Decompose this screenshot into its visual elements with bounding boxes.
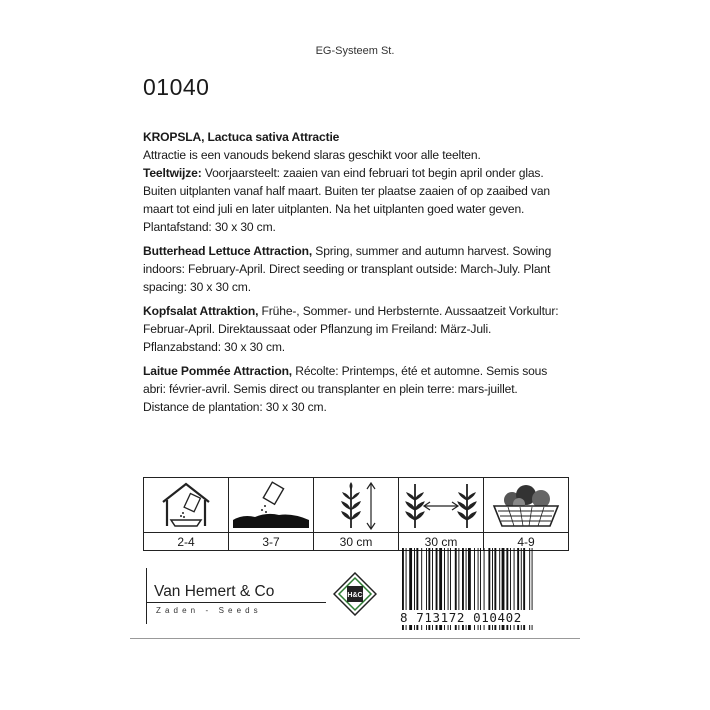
icon-value: 30 cm [339, 534, 373, 549]
barcode-icon [400, 548, 567, 640]
icon-cell [313, 478, 398, 550]
icon-value: 30 cm [424, 534, 458, 549]
greenhouse-sowing-icon [144, 478, 228, 533]
description-text [143, 128, 563, 422]
brand-divider [146, 568, 147, 624]
brand-logo-icon [333, 572, 377, 621]
section-nl-tips-text: Voorjaarsteelt: zaaien van eind februari tot begin april onder glas. Buiten uitplanten vanaf half maart. Buiten ter plaatse zaaien of op zaaibed van maart tot eind juli en later uitplanten. Na het uitplanten goed water geven. Plantafstand: 30 x 30 cm. [143, 166, 551, 234]
plant-spacing-icon [399, 478, 483, 533]
section-de-title: Kopfsalat Attraktion, [143, 304, 259, 318]
icon-value: 3-7 [262, 534, 280, 549]
brand-block [146, 568, 392, 628]
system-label: EG-Systeem St. [315, 45, 395, 57]
icon-cell [398, 478, 483, 550]
cultivation-icons [143, 477, 569, 551]
row-spacing-icon [314, 478, 398, 533]
section-nl-title: KROPSLA, Lactuca sativa Attractie [143, 130, 340, 144]
section-fr-text: Récolte: Printemps, été et automne. Semis sous abri: février-avril. Semis direct ou transplanter en plein terre: mars-juillet. Distance de plantation: 30 x 30 cm. [143, 364, 548, 414]
section-en [143, 242, 563, 296]
icon-cell [144, 478, 228, 550]
section-en-text: Spring, summer and autumn harvest. Sowing indoors: February-April. Direct seeding or transplant outside: March-July. Plant spacing: 30 x 30 cm. [143, 244, 552, 294]
harvest-basket-icon [484, 478, 568, 533]
icon-value: 4-9 [517, 534, 535, 549]
outdoor-sowing-icon [229, 478, 313, 533]
brand-divider [146, 602, 326, 603]
section-nl-intro: Attractie is een vanouds bekend slaras geschikt voor alle teelten. [143, 148, 481, 162]
section-en-title: Butterhead Lettuce Attraction, [143, 244, 313, 258]
section-fr [143, 362, 563, 416]
section-fr-title: Laitue Pommée Attraction, [143, 364, 293, 378]
product-code: 01040 [143, 74, 210, 100]
section-de [143, 302, 563, 356]
brand-tagline: Zaden - Seeds [156, 606, 262, 615]
section-nl [143, 128, 563, 236]
icon-cell [483, 478, 568, 550]
icon-cell [228, 478, 313, 550]
svg-text:H&C: H&C [347, 592, 363, 599]
brand-name: Van Hemert & Co [154, 583, 275, 600]
barcode-digits: 8 713172 010402 [400, 610, 572, 625]
icon-value: 2-4 [177, 534, 195, 549]
section-nl-tips-label: Teeltwijze: [143, 166, 202, 180]
section-de-text: Frühe-, Sommer- und Herbsternte. Aussaatzeit Vorkultur: Februar-April. Direktaussaat oder Pflanzung im Freiland: März-Juli. Pflanzabstand: 30 x 30 cm. [143, 304, 559, 354]
